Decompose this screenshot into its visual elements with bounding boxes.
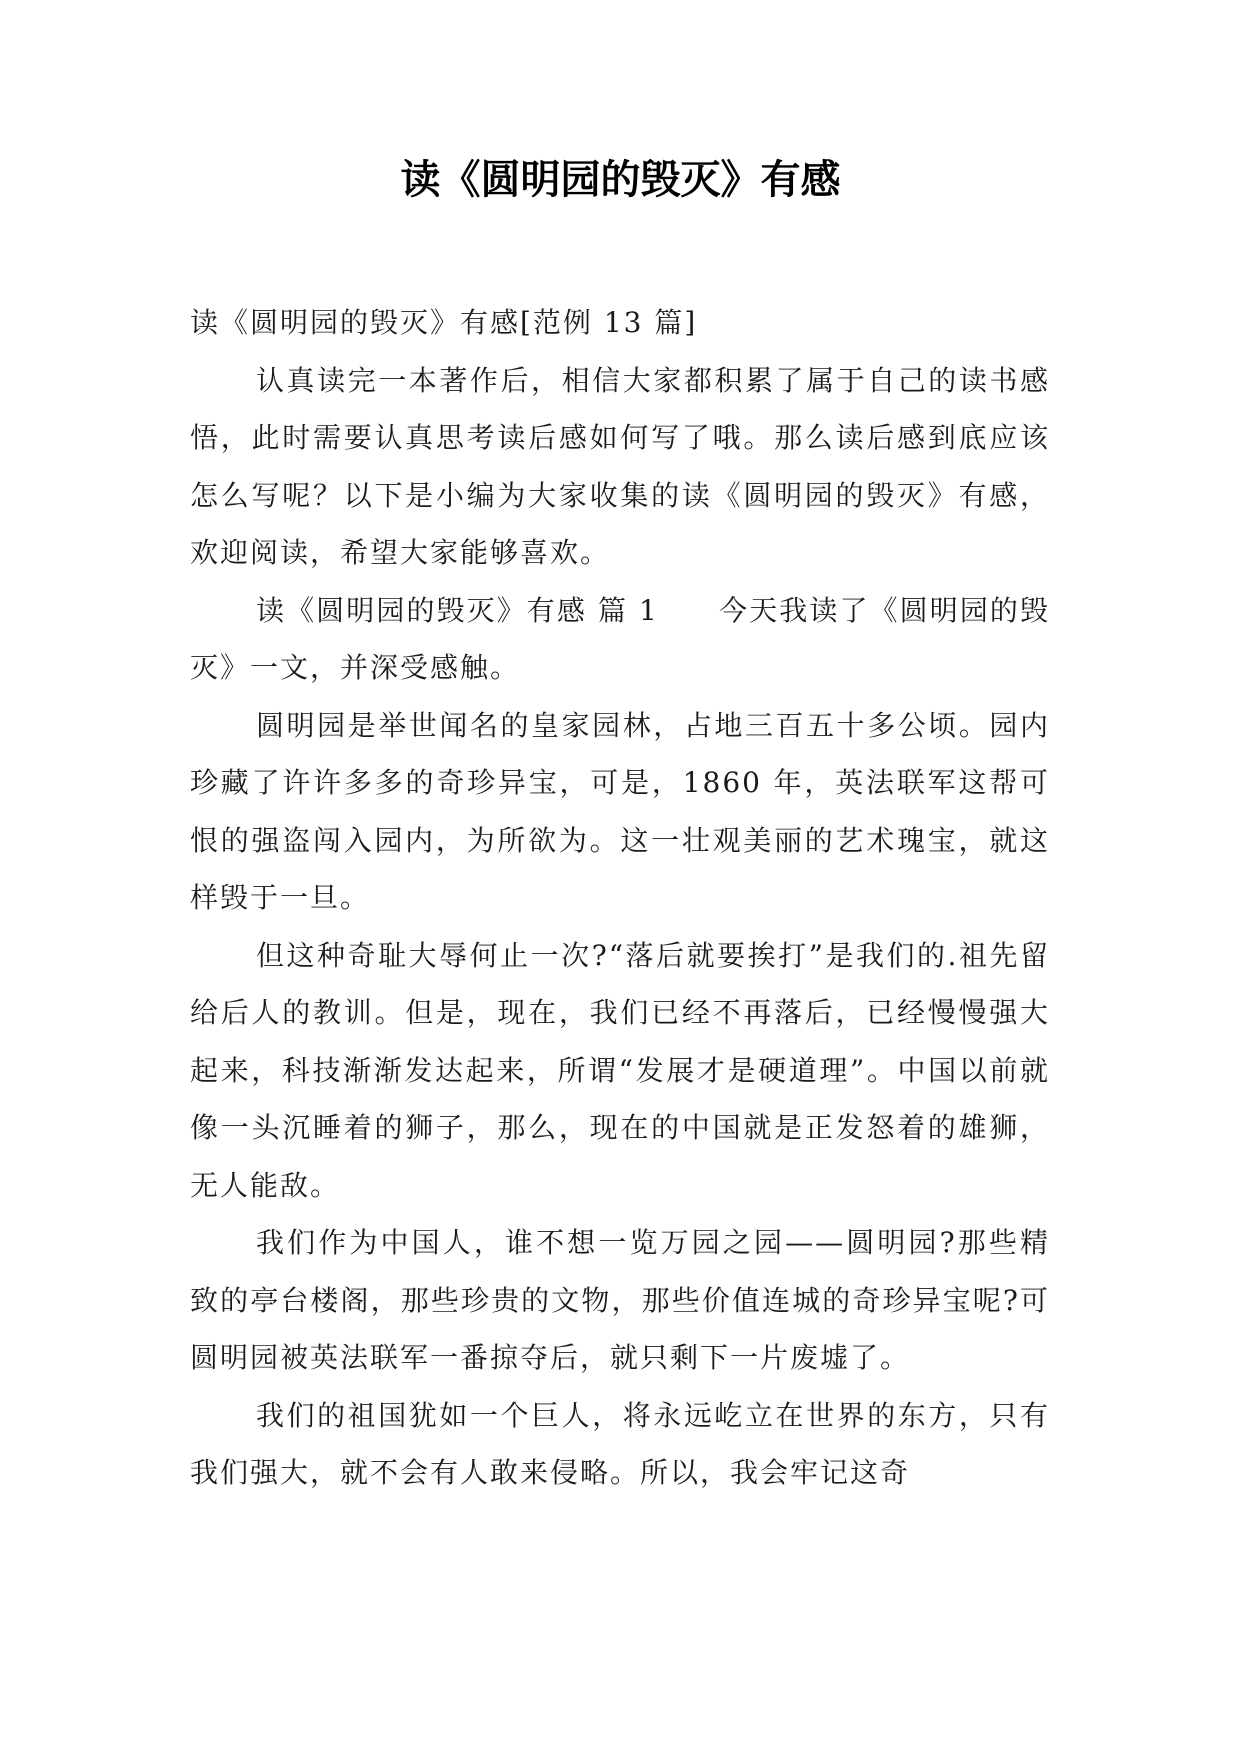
paragraph: 读《圆明园的毁灭》有感 篇 1 今天我读了《圆明园的毁灭》一文，并深受感触。 bbox=[190, 593, 1050, 684]
document-title: 读《圆明园的毁灭》有感 bbox=[400, 156, 841, 203]
paragraph: 认真读完一本著作后，相信大家都积累了属于自己的读书感悟，此时需要认真思考读后感如何写了哦。那么读后感到底应该怎么写呢？以下是小编为大家收集的读《圆明园的毁灭》有感，欢迎阅读，希望大家能够喜欢。 bbox=[190, 363, 1050, 569]
paragraph: 但这种奇耻大辱何止一次?“落后就要挨打”是我们的.祖先留给后人的教训。但是，现在，我们已经不再落后，已经慢慢强大起来，科技渐渐发达起来，所谓“发展才是硬道理”。中国以前就像一头沉睡着的狮子，那么，现在的中国就是正发怒着的雄狮，无人能敌。 bbox=[190, 938, 1050, 1202]
paragraph: 我们的祖国犹如一个巨人，将永远屹立在世界的东方，只有我们强大，就不会有人敢来侵略。所以，我会牢记这奇 bbox=[190, 1398, 1050, 1489]
paragraph: 我们作为中国人，谁不想一览万园之园——圆明园?那些精致的亭台楼阁，那些珍贵的文物，那些价值连城的奇珍异宝呢?可圆明园被英法联军一番掠夺后，就只剩下一片废墟了。 bbox=[190, 1226, 1050, 1374]
document-body bbox=[190, 294, 1050, 1502]
paragraph: 圆明园是举世闻名的皇家园林，占地三百五十多公顷。园内珍藏了许许多多的奇珍异宝，可是，1860 年，英法联军这帮可恨的强盗闯入园内，为所欲为。这一壮观美丽的艺术瑰宝，就这样毁于一旦。 bbox=[190, 708, 1050, 914]
document-subtitle: 读《圆明园的毁灭》有感[范例 13 篇] bbox=[190, 306, 698, 339]
